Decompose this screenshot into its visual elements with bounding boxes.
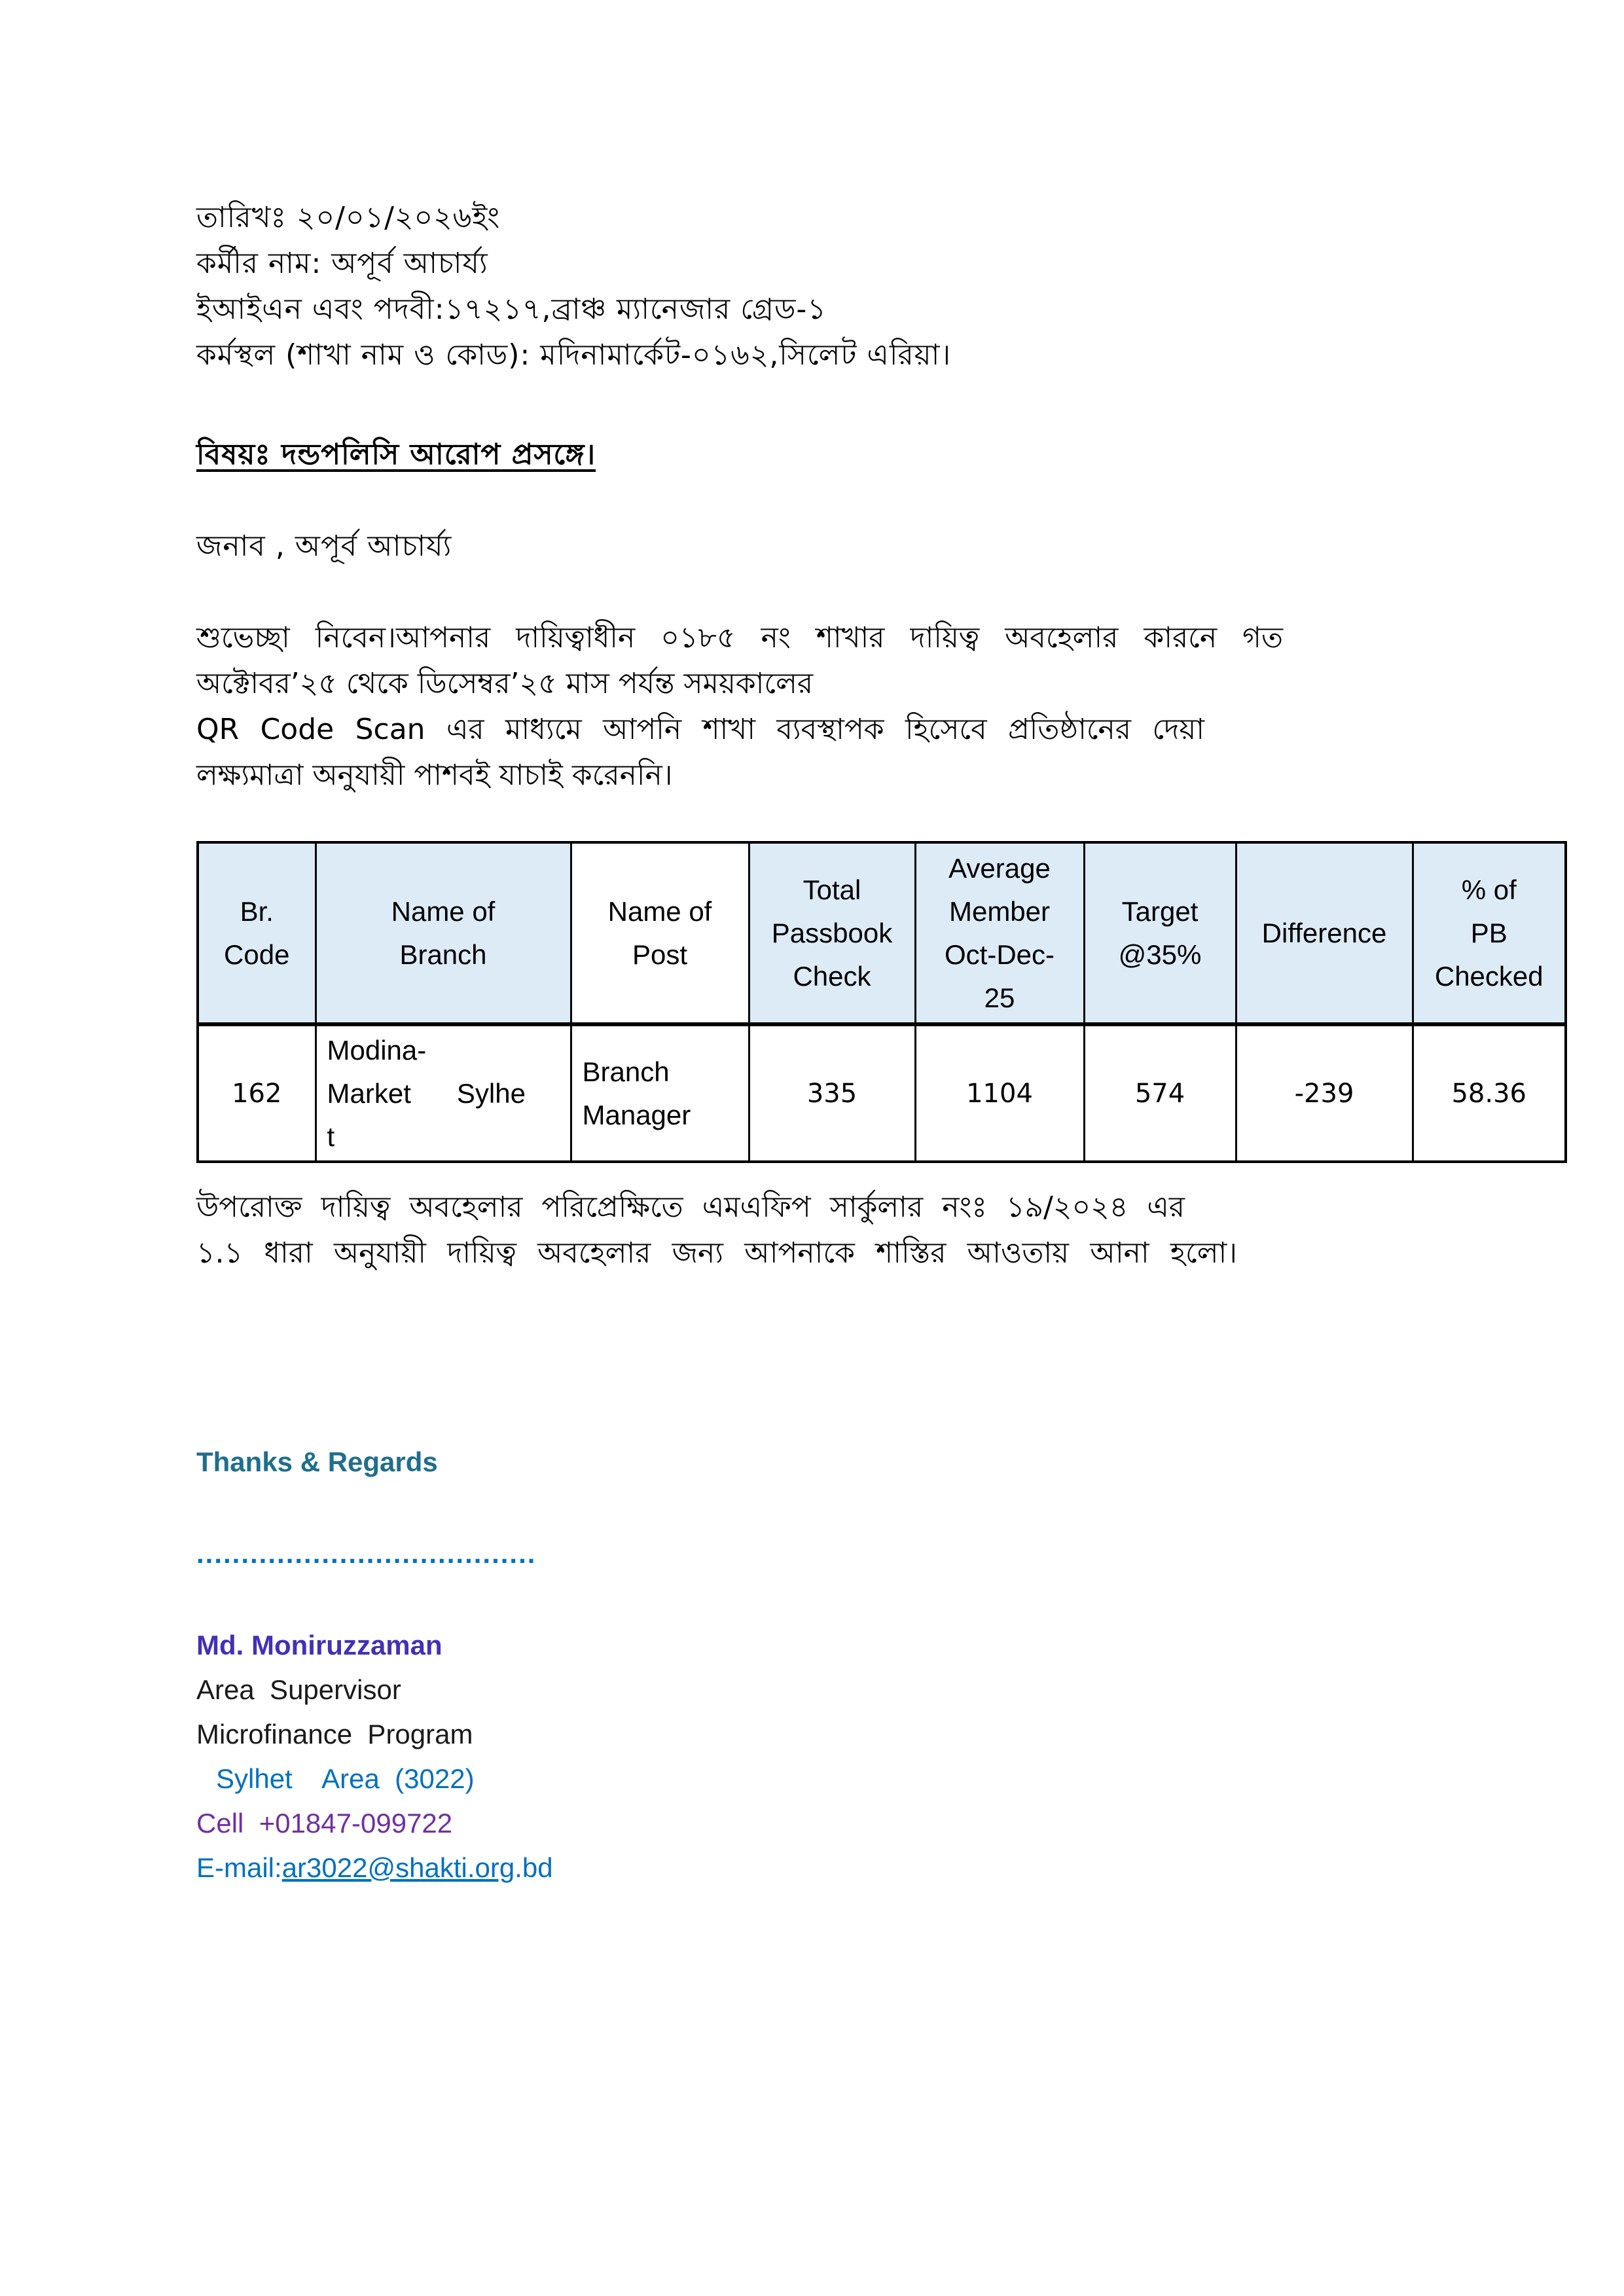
header-total-passbook-check: Total Passbook Check bbox=[749, 842, 915, 1024]
salutation: জনাব , অপূর্ব আচার্য্য bbox=[196, 529, 452, 563]
cell-post: Branch Manager bbox=[571, 1024, 749, 1162]
cell-target: 574 bbox=[1084, 1024, 1236, 1162]
workplace-line: কর্মস্থল (শাখা নাম ও কোড): মদিনামার্কেট-০১৬২,সিলেট এরিয়া। bbox=[196, 338, 952, 372]
body-paragraph bbox=[196, 615, 1283, 798]
signer-cell: Cell +01847-099722 bbox=[196, 1808, 453, 1839]
conclusion-paragraph bbox=[196, 1185, 1237, 1276]
signature-dotted-line: ...................................... bbox=[196, 1538, 537, 1569]
conclusion-line: ১.১ ধারা অনুযায়ী দায়িত্ব অবহেলার জন্য আপনাকে শাস্তির আওতায় আনা হলো। bbox=[196, 1236, 1237, 1270]
email-link[interactable]: ar3022@shakti.org bbox=[281, 1852, 515, 1883]
signer-name: Md. Moniruzzaman bbox=[196, 1630, 442, 1660]
header-post-name: Name of Post bbox=[571, 842, 749, 1024]
body-line: লক্ষ্যমাত্রা অনুযায়ী পাশবই যাচাই করেননি। bbox=[196, 759, 673, 792]
header-branch-name: Name of Branch bbox=[316, 842, 571, 1024]
email-tld: .bd bbox=[514, 1852, 553, 1883]
body-line: অক্টোবর’২৫ থেকে ডিসেম্বর’২৫ মাস পর্যন্ত সময়কালের bbox=[196, 667, 814, 700]
signer-area: Sylhet Area (3022) bbox=[216, 1763, 475, 1794]
signer-program: Microfinance Program bbox=[196, 1719, 473, 1749]
signer-title: Area Supervisor bbox=[196, 1674, 401, 1705]
table-header-row bbox=[198, 842, 1566, 1024]
passbook-check-table bbox=[196, 841, 1567, 1163]
table-row bbox=[198, 1024, 1566, 1162]
body-line: শুভেচ্ছা নিবেন।আপনার দায়িত্বাধীন ০১৮৫ নং শাখার দায়িত্ব অবহেলার কারনে গত bbox=[196, 621, 1283, 655]
cell-average-member: 1104 bbox=[915, 1024, 1084, 1162]
cell-br-code: 162 bbox=[198, 1024, 316, 1162]
date-line: তারিখঃ ২০/০১/২০২৬ইং bbox=[196, 201, 501, 234]
cell-total-passbook-check: 335 bbox=[749, 1024, 915, 1162]
employee-name-line: কর্মীর নাম: অপূর্ব আচার্য্য bbox=[196, 247, 488, 280]
closing-text: Thanks & Regards bbox=[196, 1446, 438, 1477]
header-target: Target @35% bbox=[1084, 842, 1236, 1024]
header-difference: Difference bbox=[1236, 842, 1413, 1024]
body-line: QR Code Scan এর মাধ্যমে আপনি শাখা ব্যবস্থাপক হিসেবে প্রতিষ্ঠানের দেয়া bbox=[196, 713, 1204, 746]
cell-pct-pb-checked: 58.36 bbox=[1413, 1024, 1566, 1162]
subject-line: বিষয়ঃ দন্ডপলিসি আরোপ প্রসঙ্গে। bbox=[196, 438, 596, 471]
header-pct-pb-checked: % of PB Checked bbox=[1413, 842, 1566, 1024]
header-br-code: Br. Code bbox=[198, 842, 316, 1024]
conclusion-line: উপরোক্ত দায়িত্ব অবহেলার পরিপ্রেক্ষিতে এমএফিপ সার্কুলার নংঃ ১৯/২০২৪ এর bbox=[196, 1191, 1185, 1224]
header-average-member: Average Member Oct-Dec- 25 bbox=[915, 842, 1084, 1024]
signer-email-line bbox=[196, 1846, 553, 1890]
cell-difference: -239 bbox=[1236, 1024, 1413, 1162]
email-label: E-mail: bbox=[196, 1852, 282, 1883]
cell-branch-name: Modina- Market Sylhe t bbox=[316, 1024, 571, 1162]
ein-designation-line: ইআইএন এবং পদবী:১৭২১৭,ব্রাঞ্চ ম্যানেজার গ্রেড-১ bbox=[196, 293, 827, 326]
